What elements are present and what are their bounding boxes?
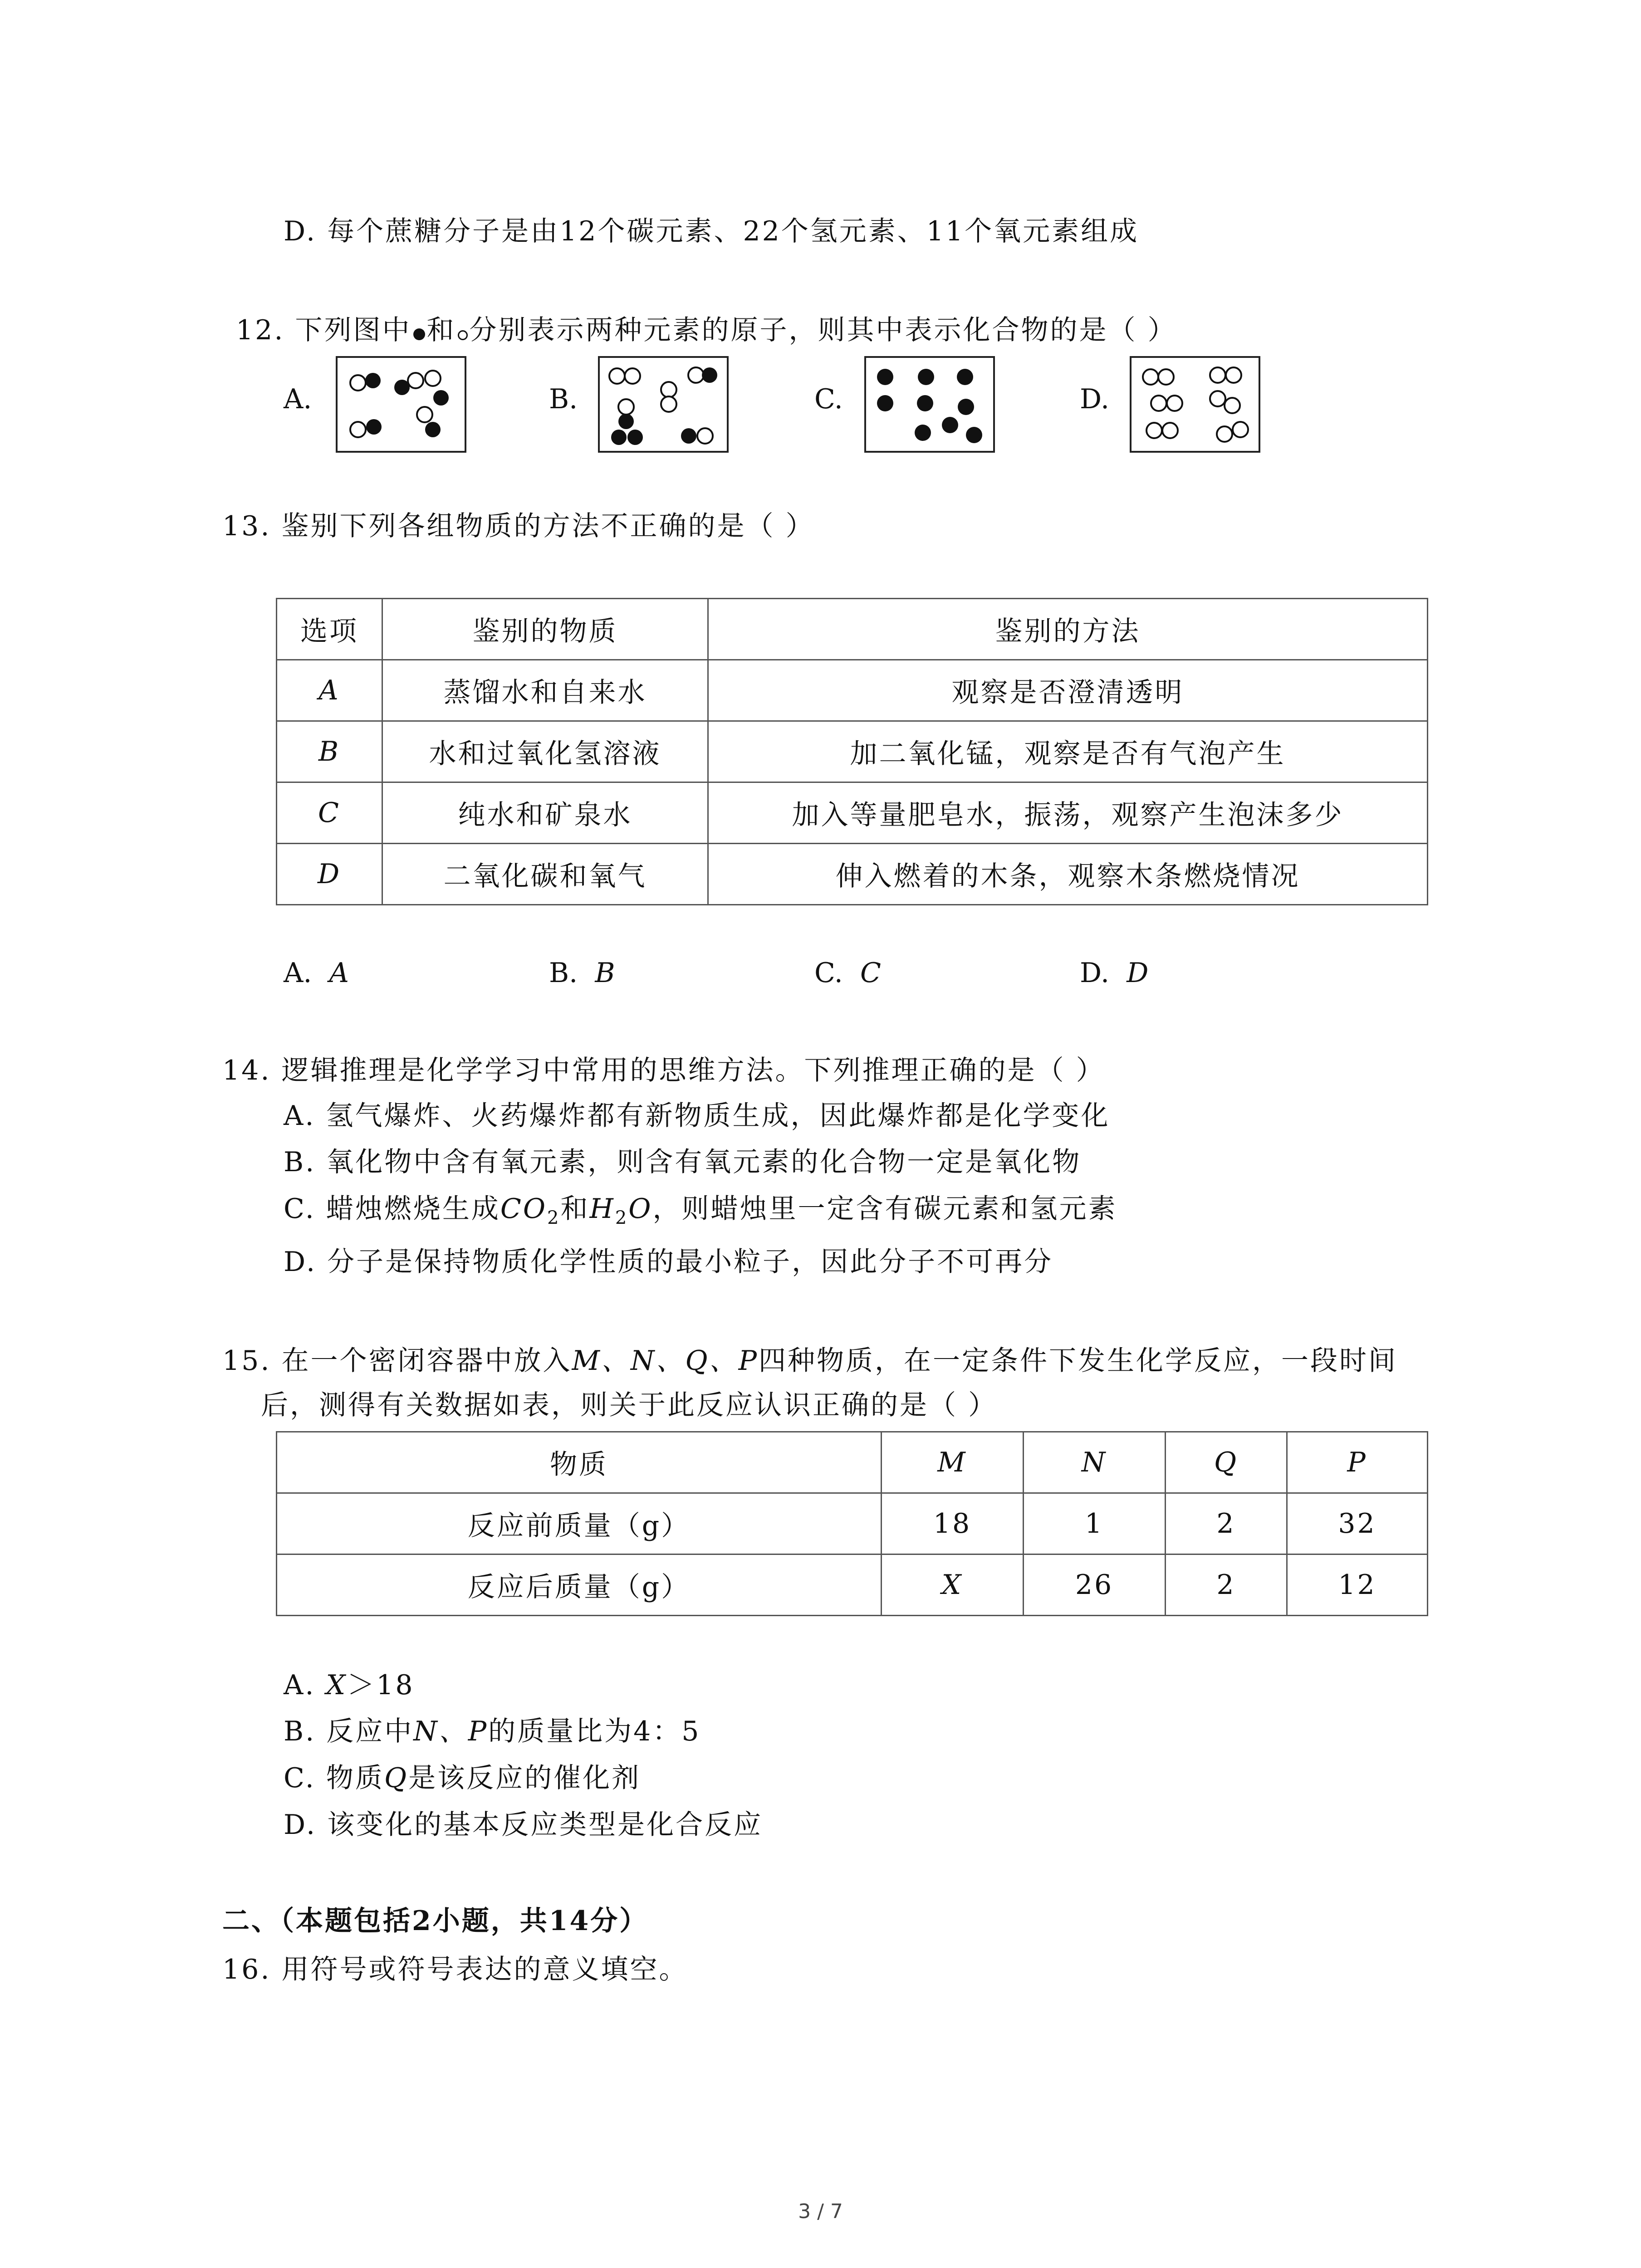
q12-label-b: B. (549, 383, 578, 415)
q12-stem-post: 分别表示两种元素的原子，则其中表示化合物的是（ ） (469, 314, 1177, 346)
molecule-diagram-a (338, 358, 465, 451)
q13-row-a-substance: 蒸馏水和自来水 (382, 660, 708, 721)
q12-diagram-c (864, 356, 995, 453)
q13-header-method: 鉴别的方法 (708, 599, 1428, 660)
q15-row1-label: 反应前质量（g） (277, 1493, 882, 1554)
q15-header-n: N (1024, 1432, 1166, 1493)
q13-row-c-option: C (277, 782, 382, 844)
table-row (277, 1493, 1428, 1554)
q13-option-c (814, 955, 881, 991)
table-row (277, 721, 1428, 782)
q13-option-b (549, 955, 615, 991)
q15-option-a (284, 1667, 415, 1703)
q15-row2-label: 反应后质量（g） (277, 1554, 882, 1616)
molecule-diagram-b (600, 358, 727, 451)
q13-option-b-label: B. (549, 957, 578, 989)
q12-label-c: C. (814, 383, 843, 415)
q14-stem: 14. 逻辑推理是化学学习中常用的思维方法。下列推理正确的是（ ） (222, 1055, 1105, 1086)
q13-option-c-value: C (860, 957, 881, 989)
q15-row1-q: 2 (1166, 1493, 1287, 1554)
q12-label-a: A. (284, 383, 312, 415)
q15-header-p: P (1287, 1432, 1428, 1493)
q15-row2-q: 2 (1166, 1554, 1287, 1616)
q15-row2-p: 12 (1287, 1554, 1428, 1616)
q13-option-a (284, 955, 349, 991)
q15-stem-pre: 15. 在一个密闭容器中放入 (222, 1345, 572, 1377)
q12-stem-mid: 和 (426, 314, 456, 346)
q13-row-c-method: 加入等量肥皂水，振荡，观察产生泡沫多少 (708, 782, 1428, 844)
q15-option-b (284, 1713, 700, 1750)
q15-stem-vars: M、N、Q、P (572, 1345, 759, 1377)
q15-stem-line2: 后，测得有关数据如表，则关于此反应认识正确的是（ ） (261, 1389, 998, 1421)
q14-co2: CO (500, 1193, 548, 1225)
q13-option-d (1080, 955, 1148, 991)
q14-h2-subscript: 2 (615, 1207, 629, 1228)
q13-header-substance: 鉴别的物质 (382, 599, 708, 660)
page-number: 3 / 7 (798, 2200, 843, 2223)
q13-row-b-option: B (277, 721, 382, 782)
q15-option-c (284, 1760, 641, 1796)
q15-option-a-pre: A. (284, 1669, 326, 1701)
q16-stem: 16. 用符号或符号表达的意义填空。 (222, 1954, 688, 1985)
q14-o: O (628, 1193, 653, 1225)
q14-option-c (284, 1191, 1117, 1236)
q15-option-b-post: 的质量比为4：5 (488, 1716, 701, 1747)
q14-option-a: A. 氢气爆炸、火药爆炸都有新物质生成，因此爆炸都是化学变化 (284, 1100, 1110, 1132)
q15-option-c-pre: C. 物质 (284, 1762, 384, 1794)
q15-stem-post: 四种物质，在一定条件下发生化学反应，一段时间 (759, 1345, 1397, 1377)
table-row (277, 660, 1428, 721)
q13-row-a-option: A (277, 660, 382, 721)
q13-option-a-value: A (329, 957, 349, 989)
q13-row-d-method: 伸入燃着的木条，观察木条燃烧情况 (708, 844, 1428, 905)
q15-header-substance: 物质 (277, 1432, 882, 1493)
q15-row1-m: 18 (882, 1493, 1024, 1554)
q13-table (276, 598, 1428, 905)
q15-option-a-post: ＞18 (347, 1669, 415, 1701)
q15-option-b-vars: N、P (413, 1716, 489, 1747)
q13-option-d-value: D (1127, 957, 1149, 989)
q13-option-b-value: B (595, 957, 615, 989)
q12-label-d: D. (1080, 383, 1110, 415)
q15-option-b-pre: B. 反应中 (284, 1716, 414, 1747)
q15-row1-n: 1 (1024, 1493, 1166, 1554)
q15-header-m: M (882, 1432, 1024, 1493)
q15-row2-n: 26 (1024, 1554, 1166, 1616)
q12-diagram-d (1130, 356, 1260, 453)
q14-option-d: D. 分子是保持物质化学性质的最小粒子，因此分子不可再分 (284, 1246, 1053, 1278)
table-row (277, 844, 1428, 905)
q12-diagram-a (336, 356, 466, 453)
hollow-atom-icon (458, 330, 468, 340)
table-row (277, 1554, 1428, 1616)
q13-header-option: 选项 (277, 599, 382, 660)
q13-row-b-method: 加二氧化锰，观察是否有气泡产生 (708, 721, 1428, 782)
q15-option-c-q: Q (384, 1762, 409, 1794)
q13-table-header (277, 599, 1428, 660)
q15-option-a-x: X (326, 1669, 348, 1701)
q11-option-d: D. 每个蔗糖分子是由12个碳元素、22个氢元素、11个氧元素组成 (284, 215, 1139, 247)
molecule-diagram-c (866, 358, 993, 451)
molecule-diagram-d (1132, 358, 1259, 451)
q14-h: H (589, 1193, 615, 1225)
q14-option-b: B. 氧化物中含有氧元素，则含有氧元素的化合物一定是氧化物 (284, 1146, 1082, 1178)
q15-header-q: Q (1166, 1432, 1287, 1493)
q14-option-c-post: ，则蜡烛里一定含有碳元素和氢元素 (652, 1193, 1117, 1225)
q13-row-b-substance: 水和过氧化氢溶液 (382, 721, 708, 782)
q12-stem (236, 312, 1177, 348)
q13-option-c-label: C. (814, 957, 843, 989)
q15-table-header (277, 1432, 1428, 1493)
q13-row-d-substance: 二氧化碳和氧气 (382, 844, 708, 905)
table-row (277, 782, 1428, 844)
q15-stem-line1 (222, 1343, 1397, 1379)
q15-option-d: D. 该变化的基本反应类型是化合反应 (284, 1809, 763, 1841)
q14-option-c-pre: C. 蜡烛燃烧生成 (284, 1193, 500, 1225)
q14-option-c-and: 和 (560, 1193, 590, 1225)
q13-row-c-substance: 纯水和矿泉水 (382, 782, 708, 844)
q15-table (276, 1431, 1428, 1616)
q12-diagram-b (598, 356, 729, 453)
q13-row-a-method: 观察是否澄清透明 (708, 660, 1428, 721)
section-2-title: 二、（本题包括2小题，共14分） (222, 1905, 649, 1937)
q15-row2-m: X (882, 1554, 1024, 1616)
q13-row-d-option: D (277, 844, 382, 905)
q15-row1-p: 32 (1287, 1493, 1428, 1554)
q12-stem-pre: 12. 下列图中 (236, 314, 411, 346)
q15-option-c-post: 是该反应的催化剂 (408, 1762, 641, 1794)
q13-stem: 13. 鉴别下列各组物质的方法不正确的是（ ） (222, 510, 815, 542)
q13-option-a-label: A. (284, 957, 312, 989)
q13-option-d-label: D. (1080, 957, 1110, 989)
filled-atom-icon (413, 328, 425, 340)
q14-co2-subscript: 2 (547, 1207, 561, 1228)
